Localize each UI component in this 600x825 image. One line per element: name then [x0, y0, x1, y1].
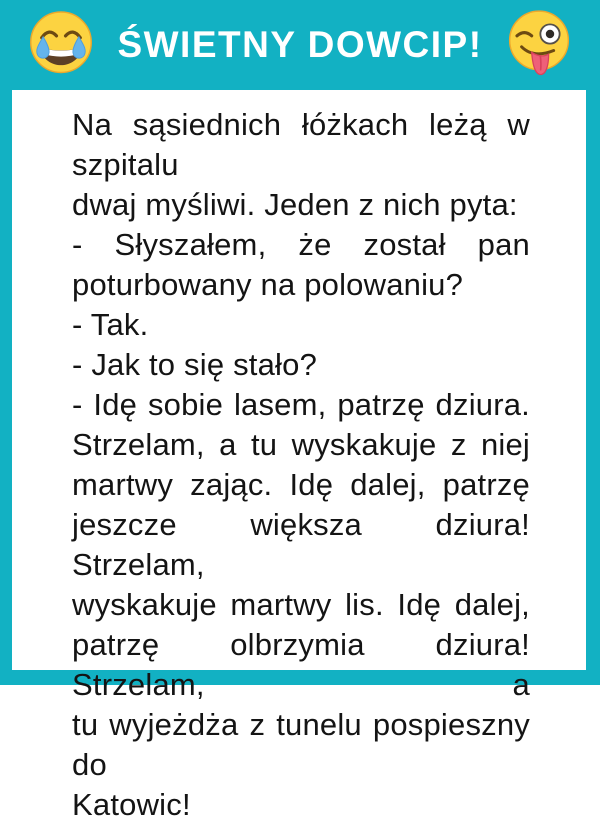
joke-line: Katowic!: [72, 787, 191, 822]
joke-line: - Jak to się stało?: [72, 347, 318, 382]
joke-line: patrzę olbrzymia dziura! Strzelam, a: [72, 627, 530, 702]
joke-line: jeszcze większa dziura! Strzelam,: [72, 507, 530, 582]
joke-line: - Słyszałem, że został pan: [72, 227, 530, 262]
joke-line: Strzelam, a tu wyskakuje z niej: [72, 427, 530, 462]
laughing-crying-emoji-icon: [28, 9, 94, 81]
winking-tongue-emoji-icon: [506, 9, 572, 81]
joke-line: dwaj myśliwi. Jeden z nich pyta:: [72, 187, 518, 222]
header: [0, 0, 600, 90]
joke-line: - Idę sobie lasem, patrzę dziura.: [72, 387, 530, 422]
page-title: ŚWIETNY DOWCIP!: [117, 24, 483, 65]
joke-line: martwy zając. Idę dalej, patrzę: [72, 467, 530, 502]
joke-line: tu wyjeżdża z tunelu pospieszny do: [72, 707, 530, 782]
joke-text: [72, 105, 530, 825]
joke-line: poturbowany na polowaniu?: [72, 267, 464, 302]
joke-line: wyskakuje martwy lis. Idę dalej,: [72, 587, 530, 622]
joke-line: Na sąsiednich łóżkach leżą w szpitalu: [72, 107, 530, 182]
joke-line: - Tak.: [72, 307, 149, 342]
joke-card: [12, 90, 586, 822]
